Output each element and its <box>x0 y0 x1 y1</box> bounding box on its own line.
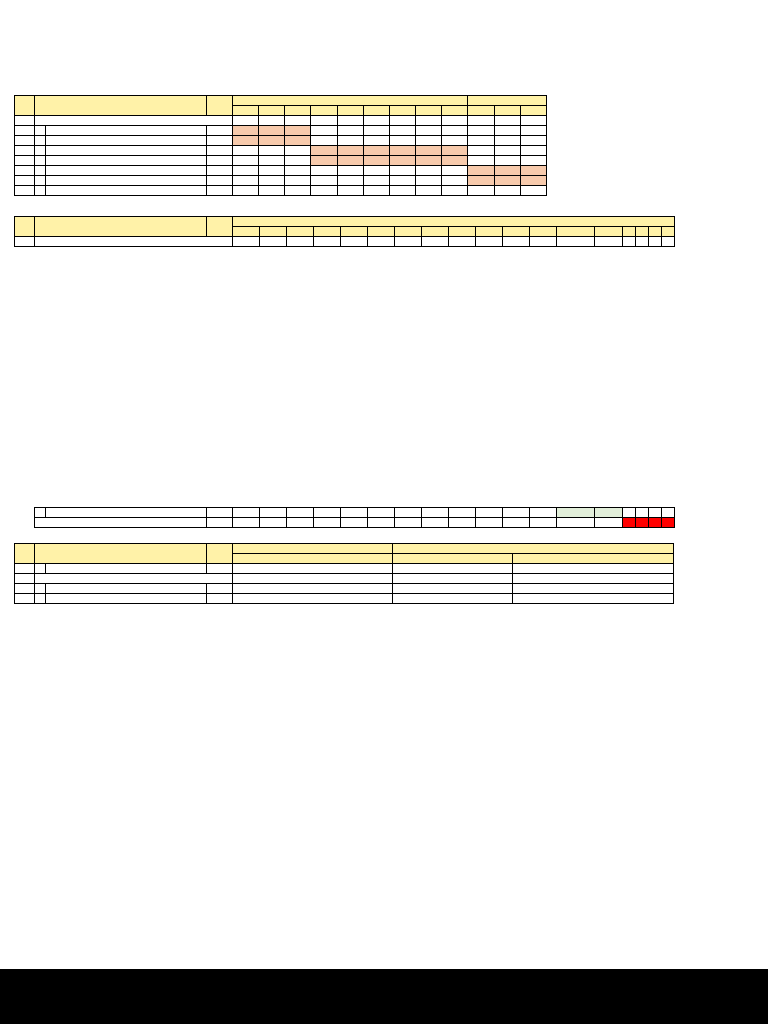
date-cell <box>287 227 314 237</box>
assignment-cell <box>556 508 594 518</box>
grand-total-jp <box>207 613 233 622</box>
footer-banner <box>0 969 768 1024</box>
col-no-header <box>15 544 35 564</box>
col-nama-header <box>35 544 207 564</box>
date-cell <box>285 106 311 116</box>
day-number-cell <box>287 237 314 247</box>
day-number-cell <box>260 237 287 247</box>
col-jp-header <box>207 217 233 237</box>
table-row <box>15 584 674 594</box>
table-row <box>15 166 547 176</box>
table-row <box>15 564 674 574</box>
day-number-cell <box>259 116 285 126</box>
item-number <box>35 176 46 186</box>
total-label <box>46 186 207 196</box>
table-row <box>15 136 547 146</box>
item-number <box>35 146 46 156</box>
total-row <box>15 186 547 196</box>
activity-name <box>46 176 207 186</box>
table-row <box>15 176 547 186</box>
schedule-table-2-continued <box>14 507 675 537</box>
date-cell <box>649 227 662 237</box>
day-number-cell <box>468 116 494 126</box>
day-number-cell <box>416 116 442 126</box>
date-cell <box>260 227 287 237</box>
table-row <box>15 126 547 136</box>
date-cell <box>337 106 363 116</box>
jp-value <box>207 584 233 594</box>
day-number-row <box>15 237 675 247</box>
table-row <box>14 508 674 518</box>
day-number-cell <box>442 116 468 126</box>
date-cell <box>233 106 259 116</box>
schedule-table-3 <box>14 543 674 622</box>
activity-name <box>46 584 207 594</box>
date-cell <box>363 106 389 116</box>
grand-total-label <box>46 613 207 622</box>
assignment-cell <box>468 176 494 186</box>
day-number-cell <box>395 237 422 247</box>
jp-value <box>207 176 233 186</box>
day-number-cell <box>520 116 546 126</box>
total-label <box>46 604 207 614</box>
exam-day-cell <box>622 518 635 528</box>
day-number-cell <box>557 237 595 247</box>
exam-row <box>14 518 674 528</box>
table-row <box>15 146 547 156</box>
col-nama-header <box>35 96 207 116</box>
activity-name <box>46 146 207 156</box>
day-number-cell <box>662 237 675 247</box>
exam-day-cell <box>661 518 674 528</box>
hours-cell <box>363 146 389 156</box>
col-jp-header <box>207 96 233 116</box>
day-number-cell <box>649 237 662 247</box>
col-nama-header <box>35 217 207 237</box>
assignment-cell <box>520 176 546 186</box>
month-header <box>233 96 468 106</box>
date-cell <box>476 227 503 237</box>
day-number-cell <box>422 237 449 247</box>
assignment-cell <box>494 176 520 186</box>
assignment-cell <box>337 156 363 166</box>
section-title <box>35 574 233 584</box>
date-cell <box>468 106 494 116</box>
grand-total-row <box>15 613 674 622</box>
day-number-cell <box>341 237 368 247</box>
day-number-cell <box>368 237 395 247</box>
hours-cell <box>520 166 546 176</box>
item-number <box>35 126 46 136</box>
date-cell <box>341 227 368 237</box>
day-number-cell <box>233 237 260 247</box>
section-row <box>15 574 674 584</box>
total-label <box>45 528 206 538</box>
day-number-cell <box>503 237 530 247</box>
hours-cell <box>468 166 494 176</box>
day-number-cell <box>311 116 337 126</box>
activity-name <box>46 126 207 136</box>
section-number <box>15 237 35 247</box>
date-cell <box>595 227 623 237</box>
total-row <box>15 604 674 614</box>
date-cell <box>259 106 285 116</box>
hours-cell <box>285 126 311 136</box>
date-cell <box>449 227 476 237</box>
date-cell <box>389 106 415 116</box>
day-number-cell <box>494 116 520 126</box>
assignment-cell <box>311 156 337 166</box>
jp-value <box>207 126 233 136</box>
date-cell <box>368 227 395 237</box>
day-number-cell <box>389 116 415 126</box>
day-number-cell <box>285 116 311 126</box>
day-number-cell <box>623 237 636 247</box>
month-header <box>468 96 547 106</box>
day-number-cell <box>314 237 341 247</box>
date-cell <box>416 106 442 116</box>
table-row <box>15 594 674 604</box>
date-cell <box>662 227 675 237</box>
hours-cell <box>416 146 442 156</box>
assignment-cell <box>594 508 622 518</box>
hours-cell <box>233 126 259 136</box>
date-cell <box>314 227 341 237</box>
exam-label <box>34 518 206 528</box>
activity-name <box>46 594 207 604</box>
assignment-cell <box>259 136 285 146</box>
schedule-table-1 <box>14 95 547 196</box>
date-cell <box>623 227 636 237</box>
day-number-cell <box>363 116 389 126</box>
date-cell <box>311 106 337 116</box>
month-header <box>393 544 674 554</box>
col-no-header <box>15 96 35 116</box>
total-jp <box>207 186 233 196</box>
date-cell <box>422 227 449 237</box>
assignment-cell <box>416 156 442 166</box>
month-header <box>233 217 675 227</box>
jp-value <box>207 594 233 604</box>
hours-cell <box>259 126 285 136</box>
schedule-table-2 <box>14 216 675 247</box>
item-number <box>35 584 46 594</box>
item-number <box>35 594 46 604</box>
day-number-cell <box>449 237 476 247</box>
day-number-cell <box>337 116 363 126</box>
jp-value <box>207 146 233 156</box>
date-cell <box>520 106 546 116</box>
group-label <box>45 508 206 518</box>
date-cell <box>530 227 557 237</box>
date-cell <box>233 227 260 237</box>
hours-cell <box>389 146 415 156</box>
total-jp <box>207 604 233 614</box>
day-number-cell <box>530 237 557 247</box>
date-cell <box>442 106 468 116</box>
day-number-cell <box>476 237 503 247</box>
assignment-cell <box>233 136 259 146</box>
section-number <box>15 574 35 584</box>
section-title <box>35 237 233 247</box>
section-number <box>15 116 35 126</box>
exam-day-cell <box>635 518 648 528</box>
day-number-cell <box>636 237 649 247</box>
date-cell <box>636 227 649 237</box>
date-cell <box>395 227 422 237</box>
table-row <box>15 156 547 166</box>
day-number-cell <box>595 237 623 247</box>
hours-cell <box>311 146 337 156</box>
col-no-header <box>15 217 35 237</box>
assignment-cell <box>389 156 415 166</box>
col-jp-header <box>207 544 233 564</box>
day-number-row <box>15 116 547 126</box>
assignment-cell <box>285 136 311 146</box>
date-cell <box>557 227 595 237</box>
hours-cell <box>494 166 520 176</box>
date-cell <box>503 227 530 237</box>
assignment-cell <box>363 156 389 166</box>
exam-day-cell <box>648 518 661 528</box>
hours-cell <box>337 146 363 156</box>
month-header <box>233 544 393 554</box>
section-title <box>35 116 233 126</box>
hours-cell <box>442 146 468 156</box>
date-cell <box>494 106 520 116</box>
total-jp <box>206 528 232 538</box>
day-number-cell <box>233 116 259 126</box>
assignment-cell <box>442 156 468 166</box>
total-row <box>14 528 674 538</box>
